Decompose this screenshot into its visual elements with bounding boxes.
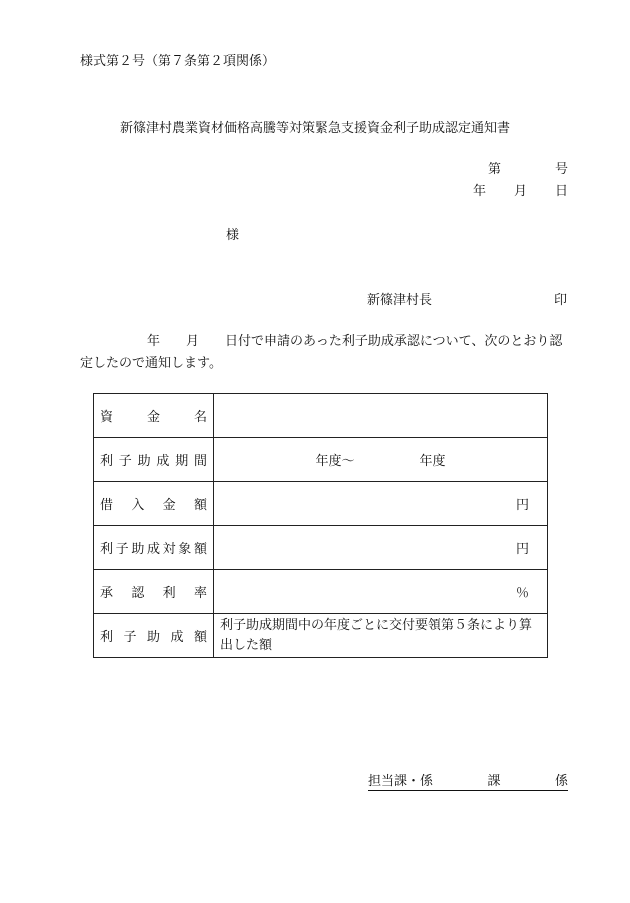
label-char: 率 [193, 586, 207, 601]
label-char: 入 [131, 498, 145, 513]
label-char: 利 [162, 586, 176, 601]
row-value-subsidy-amount: 利子助成期間中の年度ごとに交付要領第５条により算出した額 [214, 614, 548, 658]
label-char: 額 [193, 498, 207, 513]
date-year-label: 年 [473, 184, 487, 199]
label-char: 名 [193, 410, 207, 425]
label-char: 借 [100, 498, 114, 513]
form-number: 様式第２号（第７条第２項関係） [80, 54, 276, 69]
row-value-approved-rate: ％ [214, 570, 548, 614]
row-label-loan-amount [94, 482, 214, 526]
contact-department-line [368, 770, 568, 791]
row-label-subsidy-amount [94, 614, 214, 658]
notice-body-line-2: 定したので通知します。 [80, 356, 222, 371]
label-char: 成 [170, 630, 184, 645]
label-char: 子 [118, 454, 132, 469]
table-row [94, 438, 548, 482]
row-value-fund-name [214, 394, 548, 438]
label-char: 成 [146, 542, 160, 557]
label-char: 子 [123, 630, 137, 645]
label-char: 認 [131, 586, 145, 601]
label-char: 利 [100, 630, 114, 645]
date-month-label: 月 [513, 184, 527, 199]
number-suffix: 号 [554, 162, 568, 177]
label-char: 承 [100, 586, 114, 601]
notice-body-line-1: 年 月 日付で申請のあった利子助成承認について、次のとおり認 [147, 334, 563, 349]
row-label-subsidy-target-amount [94, 526, 214, 570]
label-char: 資 [100, 410, 114, 425]
label-char: 金 [162, 498, 176, 513]
label-char: 対 [162, 542, 176, 557]
issuer-name: 新篠津村長 [367, 293, 433, 308]
contact-label: 担当課・係 [368, 774, 434, 789]
row-label-subsidy-period [94, 438, 214, 482]
label-char: 象 [178, 542, 192, 557]
label-char: 間 [193, 454, 207, 469]
date-day-label: 日 [554, 184, 568, 199]
row-label-approved-rate [94, 570, 214, 614]
document-number-line [488, 158, 568, 177]
label-char: 金 [146, 410, 160, 425]
label-char: 子 [115, 542, 129, 557]
table-row [94, 482, 548, 526]
seal-mark: 印 [554, 293, 568, 308]
subsidy-info-table [93, 393, 548, 658]
label-char: 助 [131, 542, 145, 557]
table-row [94, 394, 548, 438]
label-char: 利 [100, 454, 114, 469]
document-title: 新篠津村農業資材価格高騰等対策緊急支援資金利子助成認定通知書 [119, 121, 510, 136]
table-row [94, 614, 548, 658]
number-prefix: 第 [488, 162, 502, 177]
row-value-loan-amount: 円 [214, 482, 548, 526]
row-value-subsidy-period: 年度～ 年度 [214, 438, 548, 482]
label-char: 額 [193, 542, 207, 557]
row-value-subsidy-target-amount: 円 [214, 526, 548, 570]
label-char: 助 [146, 630, 160, 645]
issue-date-line [473, 180, 568, 199]
contact-unit: 係 [554, 774, 568, 789]
label-char: 利 [100, 542, 114, 557]
notice-body [80, 331, 568, 375]
table-row [94, 570, 548, 614]
table-row [94, 526, 548, 570]
addressee-suffix: 様 [226, 228, 240, 243]
label-char: 助 [137, 454, 151, 469]
row-label-fund-name [94, 394, 214, 438]
label-char: 額 [193, 630, 207, 645]
label-char: 期 [175, 454, 189, 469]
label-char: 成 [156, 454, 170, 469]
contact-section: 課 [487, 774, 501, 789]
